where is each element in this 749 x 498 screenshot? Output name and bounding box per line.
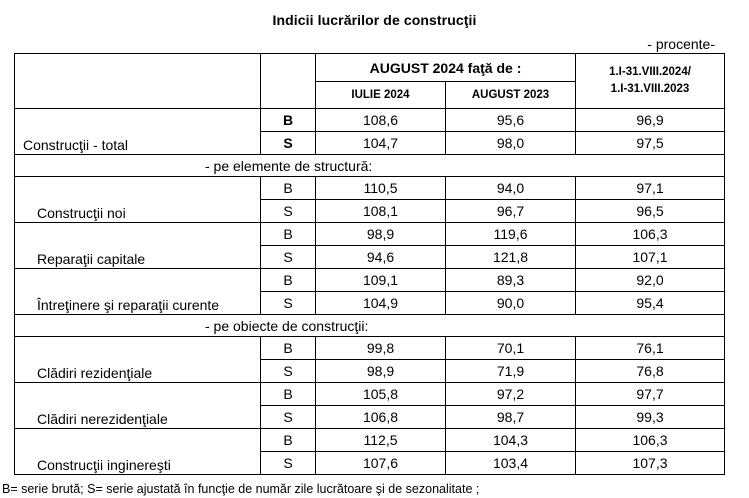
- section-label-objects: - pe obiecte de construcţii:: [15, 315, 725, 337]
- table-row: [15, 269, 725, 292]
- value-cell: 104,3: [446, 429, 576, 452]
- series-tag: S: [261, 200, 316, 223]
- value-cell: 96,9: [576, 109, 725, 132]
- header-cumulative-line1: 1.I-31.VIII.2024/: [609, 66, 691, 78]
- value-cell: 99,8: [316, 337, 446, 360]
- value-cell: 106,3: [576, 223, 725, 246]
- value-cell: 108,6: [316, 109, 446, 132]
- header-group: AUGUST 2024 faţă de :: [316, 54, 576, 82]
- value-cell: 107,6: [316, 452, 446, 475]
- value-cell: 104,9: [316, 292, 446, 315]
- row-label: Clădiri rezidenţiale: [15, 337, 261, 383]
- value-cell: 108,1: [316, 200, 446, 223]
- table-row: [15, 337, 725, 360]
- series-tag: S: [261, 132, 316, 155]
- row-label: Întreţinere şi reparaţii curente: [15, 269, 261, 315]
- value-cell: 92,0: [576, 269, 725, 292]
- series-tag: S: [261, 292, 316, 315]
- indices-table: [14, 53, 725, 475]
- value-cell: 96,7: [446, 200, 576, 223]
- header-blank-name: [15, 54, 261, 109]
- header-blank-series: [261, 54, 316, 109]
- value-cell: 95,6: [446, 109, 576, 132]
- value-cell: 98,9: [316, 223, 446, 246]
- table-row: [15, 223, 725, 246]
- series-tag: B: [261, 429, 316, 452]
- value-cell: 106,3: [576, 429, 725, 452]
- unit-label: - procente-: [647, 36, 715, 52]
- row-label: Construcţii inginereşti: [15, 429, 261, 475]
- series-tag: S: [261, 452, 316, 475]
- table-row: [15, 177, 725, 200]
- value-cell: 94,0: [446, 177, 576, 200]
- series-tag: B: [261, 223, 316, 246]
- value-cell: 110,5: [316, 177, 446, 200]
- section-row: [15, 155, 725, 177]
- series-tag: S: [261, 406, 316, 429]
- series-tag: B: [261, 383, 316, 406]
- value-cell: 76,1: [576, 337, 725, 360]
- value-cell: 70,1: [446, 337, 576, 360]
- section-row: [15, 315, 725, 337]
- value-cell: 96,5: [576, 200, 725, 223]
- value-cell: 90,0: [446, 292, 576, 315]
- value-cell: 97,5: [576, 132, 725, 155]
- footnote: B= serie brută; S= serie ajustată în funcţie de număr zile lucrătoare şi de sezonalitate ;: [2, 482, 480, 496]
- value-cell: 98,0: [446, 132, 576, 155]
- value-cell: 76,8: [576, 360, 725, 383]
- value-cell: 109,1: [316, 269, 446, 292]
- value-cell: 103,4: [446, 452, 576, 475]
- table-row: [15, 383, 725, 406]
- table-title: Indicii lucrărilor de construcţii: [272, 12, 477, 28]
- value-cell: 104,7: [316, 132, 446, 155]
- value-cell: 71,9: [446, 360, 576, 383]
- series-tag: S: [261, 246, 316, 269]
- value-cell: 98,9: [316, 360, 446, 383]
- series-tag: B: [261, 269, 316, 292]
- value-cell: 94,6: [316, 246, 446, 269]
- value-cell: 107,3: [576, 452, 725, 475]
- value-cell: 99,3: [576, 406, 725, 429]
- table-row: [15, 429, 725, 452]
- header-col-august: AUGUST 2023: [446, 82, 576, 109]
- value-cell: 89,3: [446, 269, 576, 292]
- value-cell: 97,7: [576, 383, 725, 406]
- value-cell: 105,8: [316, 383, 446, 406]
- value-cell: 121,8: [446, 246, 576, 269]
- value-cell: 97,2: [446, 383, 576, 406]
- header-row-1: [15, 54, 725, 82]
- header-cumulative: [576, 54, 725, 109]
- series-tag: B: [261, 337, 316, 360]
- value-cell: 119,6: [446, 223, 576, 246]
- series-tag: B: [261, 109, 316, 132]
- value-cell: 97,1: [576, 177, 725, 200]
- value-cell: 112,5: [316, 429, 446, 452]
- row-label: Reparaţii capitale: [15, 223, 261, 269]
- value-cell: 106,8: [316, 406, 446, 429]
- header-cumulative-line2: 1.I-31.VIII.2023: [610, 83, 690, 95]
- header-col-iulie: IULIE 2024: [316, 82, 446, 109]
- value-cell: 107,1: [576, 246, 725, 269]
- row-label-total: Construcţii - total: [15, 109, 261, 155]
- series-tag: B: [261, 177, 316, 200]
- value-cell: 95,4: [576, 292, 725, 315]
- row-label: Construcţii noi: [15, 177, 261, 223]
- table-row: [15, 109, 725, 132]
- value-cell: 98,7: [446, 406, 576, 429]
- series-tag: S: [261, 360, 316, 383]
- section-label-structure: - pe elemente de structură:: [15, 155, 725, 177]
- row-label: Clădiri nerezidenţiale: [15, 383, 261, 429]
